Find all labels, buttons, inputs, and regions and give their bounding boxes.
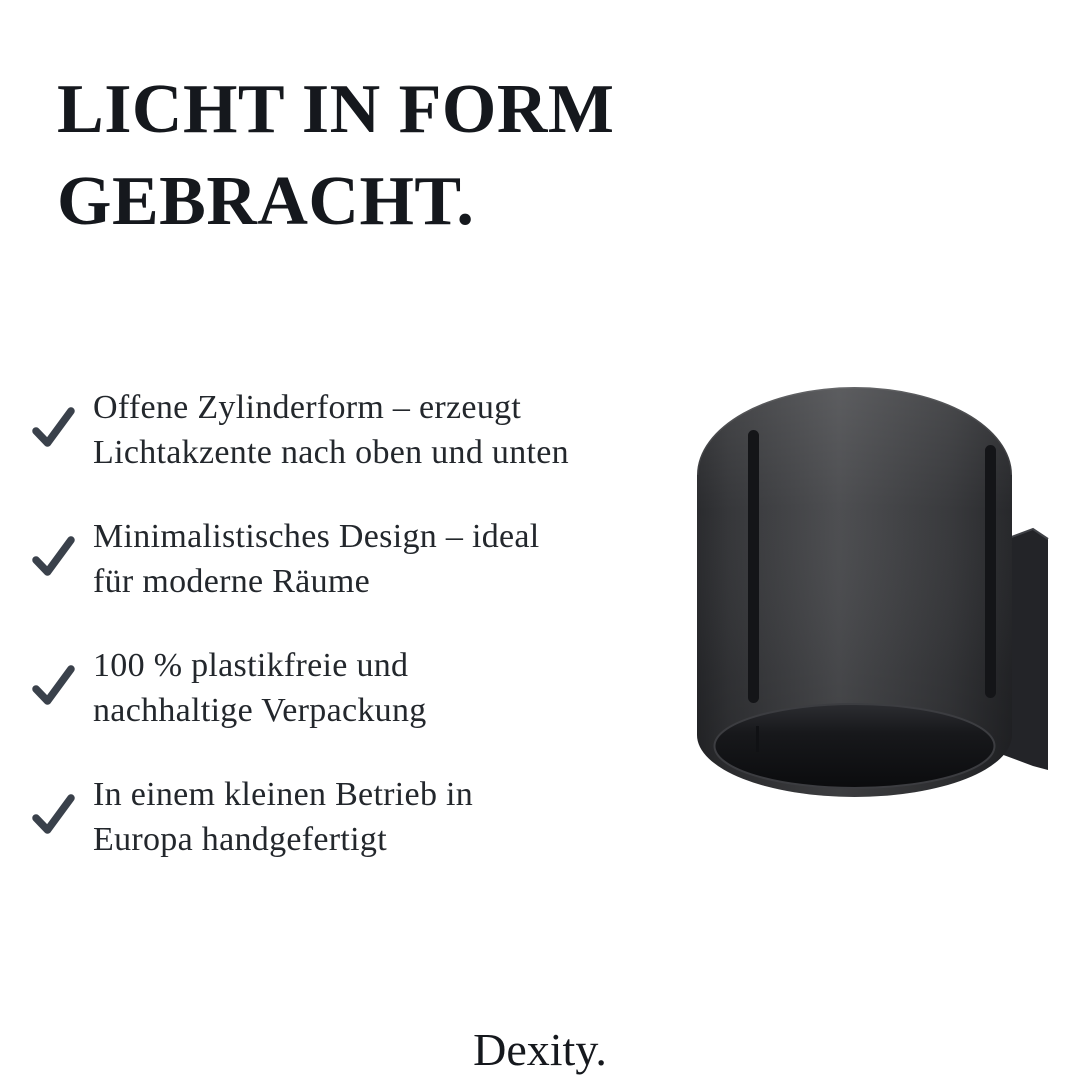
- feature-text-line: nachhaltige Verpackung: [93, 692, 427, 729]
- feature-item-cylinder-form: [28, 385, 688, 475]
- feature-text-line: In einem kleinen Betrieb in: [93, 776, 474, 813]
- feature-list: [28, 385, 688, 901]
- headline-line-1: LICHT IN FORM: [57, 71, 615, 148]
- feature-item-plastic-free: [28, 643, 688, 733]
- check-icon: [28, 531, 78, 581]
- lamp-slot-right: [985, 445, 996, 698]
- feature-text: [93, 772, 473, 862]
- brand-logo: Dexity.: [473, 1024, 607, 1075]
- feature-text-line: 100 % plastikfreie und: [93, 647, 409, 684]
- headline-line-2: GEBRACHT.: [57, 163, 475, 240]
- feature-item-handmade-europe: [28, 772, 688, 862]
- feature-text-line: Minimalistisches Design – ideal: [93, 518, 540, 555]
- feature-text: [93, 643, 427, 733]
- product-photo-wall-lamp: [690, 378, 1050, 810]
- feature-text-line: Lichtakzente nach oben und unten: [93, 434, 569, 471]
- check-icon: [28, 660, 78, 710]
- feature-item-minimal-design: [28, 514, 688, 604]
- check-icon: [28, 789, 78, 839]
- feature-text-line: Offene Zylinderform – erzeugt: [93, 389, 522, 426]
- feature-text: [93, 514, 540, 604]
- check-icon: [28, 402, 78, 452]
- feature-text-line: für moderne Räume: [93, 563, 371, 600]
- feature-text: [93, 385, 569, 475]
- lamp-inner-tab: [756, 726, 759, 752]
- headline: [57, 64, 614, 248]
- lamp-slot-left: [748, 430, 759, 703]
- feature-text-line: Europa handgefertigt: [93, 821, 387, 858]
